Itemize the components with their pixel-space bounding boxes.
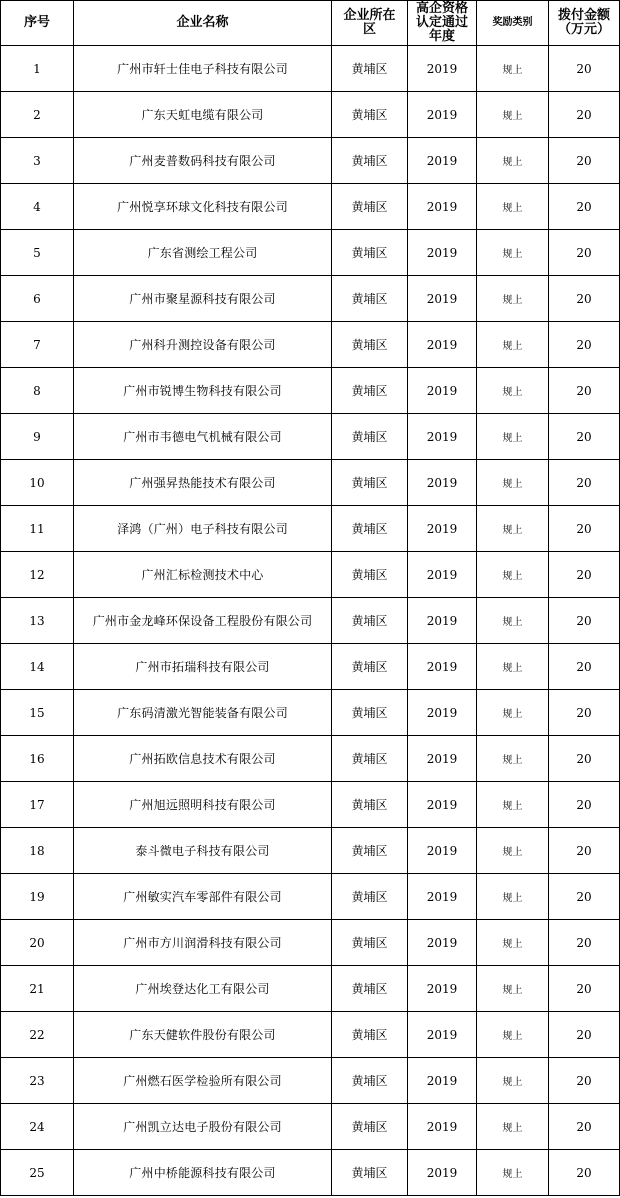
cell-company-name: 广州市金龙峰环保设备工程股份有限公司 [74,598,332,644]
cell-seq: 2 [1,92,74,138]
cell-award-type: 规上 [477,322,549,368]
cell-company-name: 广东码清激光智能装备有限公司 [74,690,332,736]
table-row [1,276,620,322]
cell-year: 2019 [408,552,477,598]
table-row [1,828,620,874]
table-row [1,184,620,230]
table-row [1,368,620,414]
cell-award-type: 规上 [477,874,549,920]
cell-amount: 20 [549,598,620,644]
cell-seq: 11 [1,506,74,552]
cell-district: 黄埔区 [332,322,408,368]
cell-district: 黄埔区 [332,506,408,552]
cell-company-name: 广东省测绘工程公司 [74,230,332,276]
cell-year: 2019 [408,368,477,414]
cell-amount: 20 [549,184,620,230]
table-row [1,322,620,368]
cell-district: 黄埔区 [332,46,408,92]
cell-amount: 20 [549,1104,620,1150]
cell-district: 黄埔区 [332,1150,408,1196]
cell-award-type: 规上 [477,598,549,644]
cell-company-name: 广州拓欧信息技术有限公司 [74,736,332,782]
cell-amount: 20 [549,552,620,598]
cell-seq: 19 [1,874,74,920]
cell-company-name: 广州市方川润滑科技有限公司 [74,920,332,966]
table-row [1,460,620,506]
cell-company-name: 广州悦享环球文化科技有限公司 [74,184,332,230]
table-row [1,690,620,736]
cell-award-type: 规上 [477,414,549,460]
cell-district: 黄埔区 [332,460,408,506]
table-row [1,506,620,552]
cell-seq: 7 [1,322,74,368]
cell-award-type: 规上 [477,230,549,276]
cell-year: 2019 [408,736,477,782]
cell-company-name: 广州强昇热能技术有限公司 [74,460,332,506]
cell-amount: 20 [549,46,620,92]
cell-award-type: 规上 [477,966,549,1012]
cell-company-name: 广州旭远照明科技有限公司 [74,782,332,828]
cell-year: 2019 [408,1012,477,1058]
cell-seq: 9 [1,414,74,460]
cell-seq: 10 [1,460,74,506]
table-row [1,92,620,138]
cell-year: 2019 [408,322,477,368]
cell-district: 黄埔区 [332,874,408,920]
cell-award-type: 规上 [477,782,549,828]
cell-award-type: 规上 [477,92,549,138]
cell-award-type: 规上 [477,276,549,322]
table-row [1,782,620,828]
cell-district: 黄埔区 [332,230,408,276]
cell-company-name: 广东天虹电缆有限公司 [74,92,332,138]
cell-amount: 20 [549,828,620,874]
cell-year: 2019 [408,598,477,644]
cell-award-type: 规上 [477,46,549,92]
cell-seq: 8 [1,368,74,414]
cell-award-type: 规上 [477,1104,549,1150]
cell-award-type: 规上 [477,1058,549,1104]
cell-year: 2019 [408,920,477,966]
cell-district: 黄埔区 [332,966,408,1012]
cell-amount: 20 [549,322,620,368]
cell-district: 黄埔区 [332,276,408,322]
cell-year: 2019 [408,460,477,506]
cell-year: 2019 [408,874,477,920]
cell-seq: 23 [1,1058,74,1104]
cell-award-type: 规上 [477,736,549,782]
cell-award-type: 规上 [477,138,549,184]
cell-company-name: 广州市聚星源科技有限公司 [74,276,332,322]
cell-award-type: 规上 [477,368,549,414]
cell-year: 2019 [408,690,477,736]
cell-company-name: 广州市轩士佳电子科技有限公司 [74,46,332,92]
table-row [1,552,620,598]
cell-seq: 12 [1,552,74,598]
header-year: 高企资格认定通过年度 [408,1,477,46]
cell-district: 黄埔区 [332,552,408,598]
cell-seq: 4 [1,184,74,230]
cell-district: 黄埔区 [332,920,408,966]
cell-award-type: 规上 [477,506,549,552]
cell-amount: 20 [549,874,620,920]
table-row [1,46,620,92]
cell-amount: 20 [549,138,620,184]
cell-year: 2019 [408,184,477,230]
cell-district: 黄埔区 [332,736,408,782]
cell-year: 2019 [408,230,477,276]
table-row [1,138,620,184]
cell-company-name: 广州汇标检测技术中心 [74,552,332,598]
cell-amount: 20 [549,736,620,782]
cell-amount: 20 [549,368,620,414]
cell-year: 2019 [408,1058,477,1104]
cell-district: 黄埔区 [332,138,408,184]
cell-amount: 20 [549,92,620,138]
table-row [1,1012,620,1058]
cell-district: 黄埔区 [332,782,408,828]
cell-district: 黄埔区 [332,828,408,874]
cell-district: 黄埔区 [332,184,408,230]
cell-district: 黄埔区 [332,690,408,736]
cell-seq: 24 [1,1104,74,1150]
cell-company-name: 广州市拓瑞科技有限公司 [74,644,332,690]
header-district: 企业所在区 [332,1,408,46]
cell-company-name: 广州市韦德电气机械有限公司 [74,414,332,460]
table-row [1,920,620,966]
cell-award-type: 规上 [477,552,549,598]
table-row [1,230,620,276]
cell-seq: 18 [1,828,74,874]
cell-year: 2019 [408,506,477,552]
table-body [1,46,620,1196]
cell-company-name: 广州科升测控设备有限公司 [74,322,332,368]
cell-amount: 20 [549,1150,620,1196]
cell-seq: 1 [1,46,74,92]
cell-year: 2019 [408,276,477,322]
header-award-type: 奖励类别 [477,1,549,46]
cell-company-name: 广州敏实汽车零部件有限公司 [74,874,332,920]
cell-year: 2019 [408,1150,477,1196]
cell-year: 2019 [408,782,477,828]
cell-seq: 25 [1,1150,74,1196]
cell-seq: 22 [1,1012,74,1058]
cell-district: 黄埔区 [332,644,408,690]
cell-company-name: 广州中桥能源科技有限公司 [74,1150,332,1196]
cell-year: 2019 [408,644,477,690]
cell-seq: 14 [1,644,74,690]
cell-seq: 15 [1,690,74,736]
table-header-row [1,1,620,46]
cell-amount: 20 [549,276,620,322]
cell-year: 2019 [408,92,477,138]
table-row [1,736,620,782]
table-row [1,1150,620,1196]
cell-award-type: 规上 [477,920,549,966]
cell-company-name: 广州麦普数码科技有限公司 [74,138,332,184]
cell-district: 黄埔区 [332,1104,408,1150]
table-row [1,1104,620,1150]
cell-seq: 16 [1,736,74,782]
cell-company-name: 泰斗微电子科技有限公司 [74,828,332,874]
header-company-name: 企业名称 [74,1,332,46]
cell-amount: 20 [549,1012,620,1058]
cell-company-name: 广州凯立达电子股份有限公司 [74,1104,332,1150]
cell-company-name: 广东天健软件股份有限公司 [74,1012,332,1058]
table-row [1,1058,620,1104]
cell-district: 黄埔区 [332,1012,408,1058]
cell-seq: 17 [1,782,74,828]
cell-award-type: 规上 [477,1150,549,1196]
cell-district: 黄埔区 [332,92,408,138]
cell-amount: 20 [549,782,620,828]
cell-award-type: 规上 [477,460,549,506]
cell-seq: 20 [1,920,74,966]
header-seq: 序号 [1,1,74,46]
cell-company-name: 广州埃登达化工有限公司 [74,966,332,1012]
cell-year: 2019 [408,966,477,1012]
cell-seq: 3 [1,138,74,184]
cell-award-type: 规上 [477,1012,549,1058]
table-row [1,966,620,1012]
cell-seq: 13 [1,598,74,644]
cell-amount: 20 [549,690,620,736]
table-row [1,598,620,644]
cell-amount: 20 [549,414,620,460]
cell-amount: 20 [549,966,620,1012]
cell-amount: 20 [549,506,620,552]
cell-amount: 20 [549,920,620,966]
cell-amount: 20 [549,644,620,690]
cell-company-name: 广州市锐博生物科技有限公司 [74,368,332,414]
cell-year: 2019 [408,1104,477,1150]
cell-amount: 20 [549,460,620,506]
cell-district: 黄埔区 [332,598,408,644]
cell-amount: 20 [549,1058,620,1104]
table-row [1,414,620,460]
cell-year: 2019 [408,46,477,92]
cell-district: 黄埔区 [332,368,408,414]
cell-seq: 5 [1,230,74,276]
cell-company-name: 泽鸿（广州）电子科技有限公司 [74,506,332,552]
cell-year: 2019 [408,414,477,460]
cell-district: 黄埔区 [332,414,408,460]
table-row [1,644,620,690]
cell-year: 2019 [408,138,477,184]
cell-seq: 6 [1,276,74,322]
table-row [1,874,620,920]
cell-award-type: 规上 [477,828,549,874]
header-amount: 拨付金额（万元） [549,1,620,46]
cell-company-name: 广州燃石医学检验所有限公司 [74,1058,332,1104]
cell-award-type: 规上 [477,644,549,690]
cell-award-type: 规上 [477,184,549,230]
cell-year: 2019 [408,828,477,874]
cell-district: 黄埔区 [332,1058,408,1104]
cell-amount: 20 [549,230,620,276]
cell-seq: 21 [1,966,74,1012]
cell-award-type: 规上 [477,690,549,736]
